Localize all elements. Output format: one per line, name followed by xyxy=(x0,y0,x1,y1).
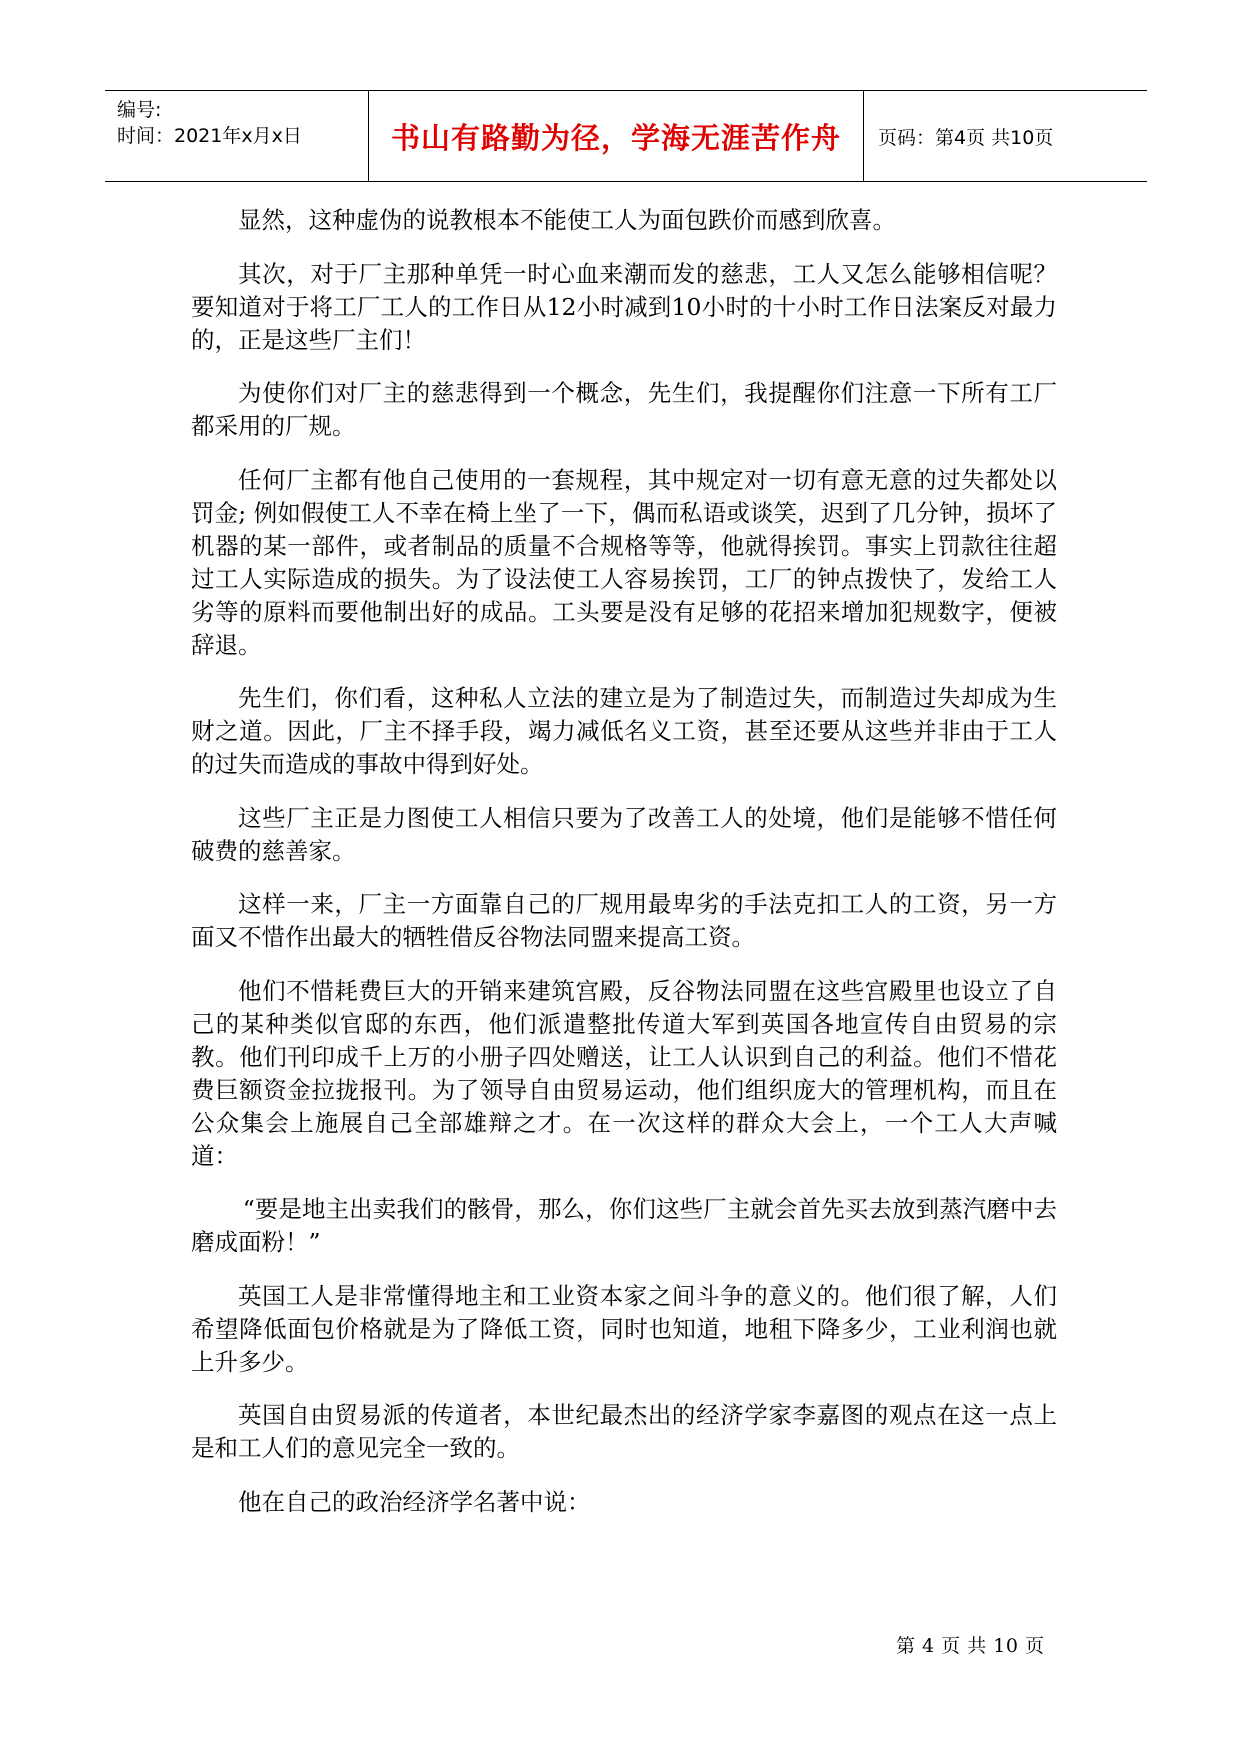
page-header xyxy=(105,90,1147,182)
paragraph: 英国自由贸易派的传道者，本世纪最杰出的经济学家李嘉图的观点在这一点上是和工人们的意见完全一致的。 xyxy=(191,1401,1057,1462)
header-page-label: 页码：第4页 共10页 xyxy=(878,126,1054,149)
header-motto: 书山有路勤为径，学海无涯苦作舟 xyxy=(369,91,864,181)
paragraph: 任何厂主都有他自己使用的一套规程，其中规定对一切有意无意的过失都处以罚金; 例如假使工人不幸在椅上坐了一下，偶而私语或谈笑，迟到了几分钟，损坏了机器的某一部件，或者制品的质量不合规格等等，他就得挨罚。事实上罚款往往超过工人实际造成的损失。为了设法使工人容易挨罚，工厂的钟点拨快了，发给工人劣等的原料而要他制出好的成品。工头要是没有足够的花招来增加犯规数字，便被辞退。 xyxy=(191,465,1057,659)
header-info-cell xyxy=(105,91,369,181)
page-footer: 第 4 页 共 10 页 xyxy=(896,1635,1045,1657)
paragraph: 显然，这种虚伪的说教根本不能使工人为面包跌价而感到欣喜。 xyxy=(238,206,896,234)
document-body xyxy=(191,204,1057,1539)
paragraph: 他们不惜耗费巨大的开销来建筑宫殿，反谷物法同盟在这些宫殿里也设立了自己的某种类似官邸的东西，他们派遣整批传道大军到英国各地宣传自由贸易的宗教。他们刊印成千上万的小册子四处赠送，让工人认识到自己的利益。他们不惜花费巨额资金拉拢报刊。为了领导自由贸易运动，他们组织庞大的管理机构，而且在公众集会上施展自己全部雄辩之才。在一次这样的群众大会上，一个工人大声喊道： xyxy=(191,976,1057,1170)
paragraph: 其次，对于厂主那种单凭一时心血来潮而发的慈悲，工人又怎么能够相信呢？要知道对于将工厂工人的工作日从12小时减到10小时的十小时工作日法案反对最力的，正是这些厂主们！ xyxy=(191,259,1057,354)
quote-paragraph: “要是地主出卖我们的骸骨，那么，你们这些厂主就会首先买去放到蒸汽磨中去磨成面粉！” xyxy=(191,1195,1057,1256)
paragraph: 他在自己的政治经济学名著中说： xyxy=(238,1487,591,1516)
document-number-label: 编号: xyxy=(117,99,162,121)
document-time-label: 时间：2021年x月x日 xyxy=(117,125,302,147)
paragraph: 先生们，你们看，这种私人立法的建立是为了制造过失，而制造过失却成为生财之道。因此，厂主不择手段，竭力减低名义工资，甚至还要从这些并非由于工人的过失而造成的事故中得到好处。 xyxy=(191,684,1057,778)
paragraph: 这些厂主正是力图使工人相信只要为了改善工人的处境，他们是能够不惜任何破费的慈善家。 xyxy=(191,803,1057,865)
paragraph: 这样一来，厂主一方面靠自己的厂规用最卑劣的手法克扣工人的工资，另一方面又不惜作出最大的牺牲借反谷物法同盟来提高工资。 xyxy=(191,890,1057,951)
paragraph: 英国工人是非常懂得地主和工业资本家之间斗争的意义的。他们很了解，人们希望降低面包价格就是为了降低工资，同时也知道，地租下降多少，工业利润也就上升多少。 xyxy=(191,1281,1057,1376)
paragraph: 为使你们对厂主的慈悲得到一个概念，先生们，我提醒你们注意一下所有工厂都采用的厂规。 xyxy=(191,379,1057,440)
